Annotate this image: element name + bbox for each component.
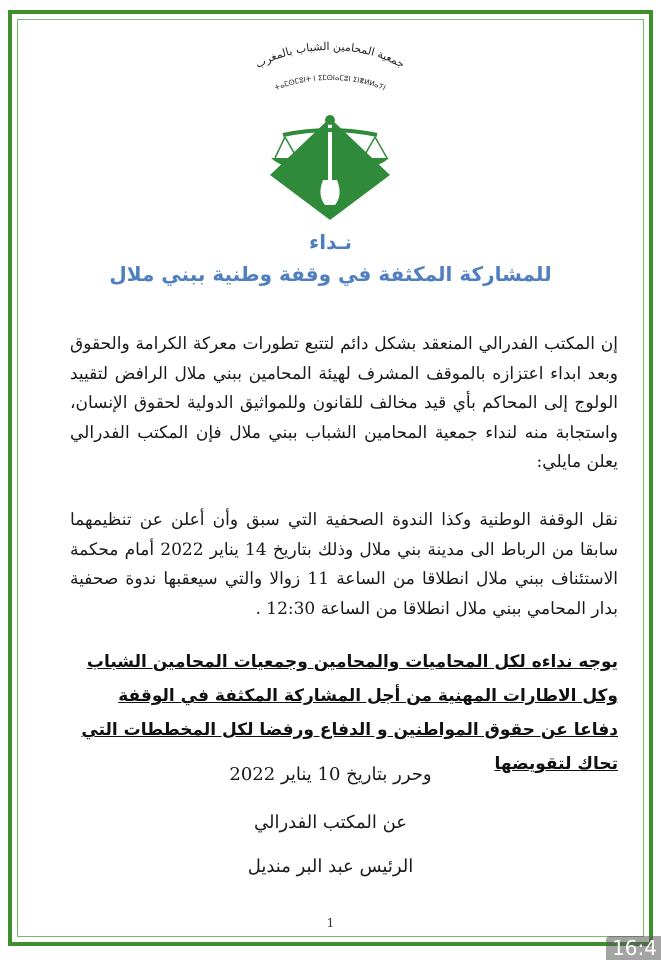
signature-line: الرئيس عبد البر منديل xyxy=(247,856,414,877)
document-title: نـداء xyxy=(309,230,352,254)
association-logo xyxy=(205,40,455,220)
status-time: 16:4 xyxy=(606,936,661,960)
from-line: عن المكتب الفدرالي xyxy=(253,812,408,833)
paragraph-announcement: نقل الوقفة الوطنية وكذا الندوة الصحفية التي سبق وأن أعلن عن تنظيمهما سابقا من الرباط الى مدينة بني ملال وذلك بتاريخ 14 يناير 2022 أمام محكمة الاستئناف ببني ملال انطلاقا من الساعة 11 زوالا والتي سيعقبها ندوة صحفية بدار المحامي ببني ملال انطلاقا من الساعة 12:30 . xyxy=(70,510,618,619)
logo-tifinagh-arc-text: ⵜⴰⵎⵙⵎⵓⵏⵜ ⵏ ⵉⵎⵙⵏⴰⵎⵓⵏ ⵉⵏⴻⵍⵍⴰⵢⵏ xyxy=(273,73,387,93)
logo-arabic-arc-text: جمعية المحامين الشباب بالمغرب xyxy=(253,40,408,71)
paragraph-intro: إن المكتب الفدرالي المنعقد بشكل دائم لتتبع تطورات معركة الكرامة والحقوق وبعد ابداء اعتزازه بالموقف المشرف لهيئة المحامين ببني ملال الرافض لتقييد الولوج إلى المحاكم بأي قيد مخالف للقانون وللمواثيق الدولية لحقوق الإنسان، واستجابة منه لنداء جمعية المحامين الشباب ببني ملال فإن المكتب الفدرالي يعلن مايلي: xyxy=(70,334,618,472)
date-line: وحرر بتاريخ 10 يناير 2022 xyxy=(229,764,432,785)
document-subtitle: للمشاركة المكثفة في وقفة وطنية ببني ملال xyxy=(109,262,552,286)
page-number: 1 xyxy=(326,916,335,930)
call-to-action: يوجه نداءه لكل المحاميات والمحامين وجمعيات المحامين الشباب وكل الاطارات المهنية من أجل المشاركة المكثفة في الوقفة دفاعا عن حقوق المواطنين و الدفاع ورفضا لكل المخططات التي تحاك لتقويضها xyxy=(81,652,618,774)
